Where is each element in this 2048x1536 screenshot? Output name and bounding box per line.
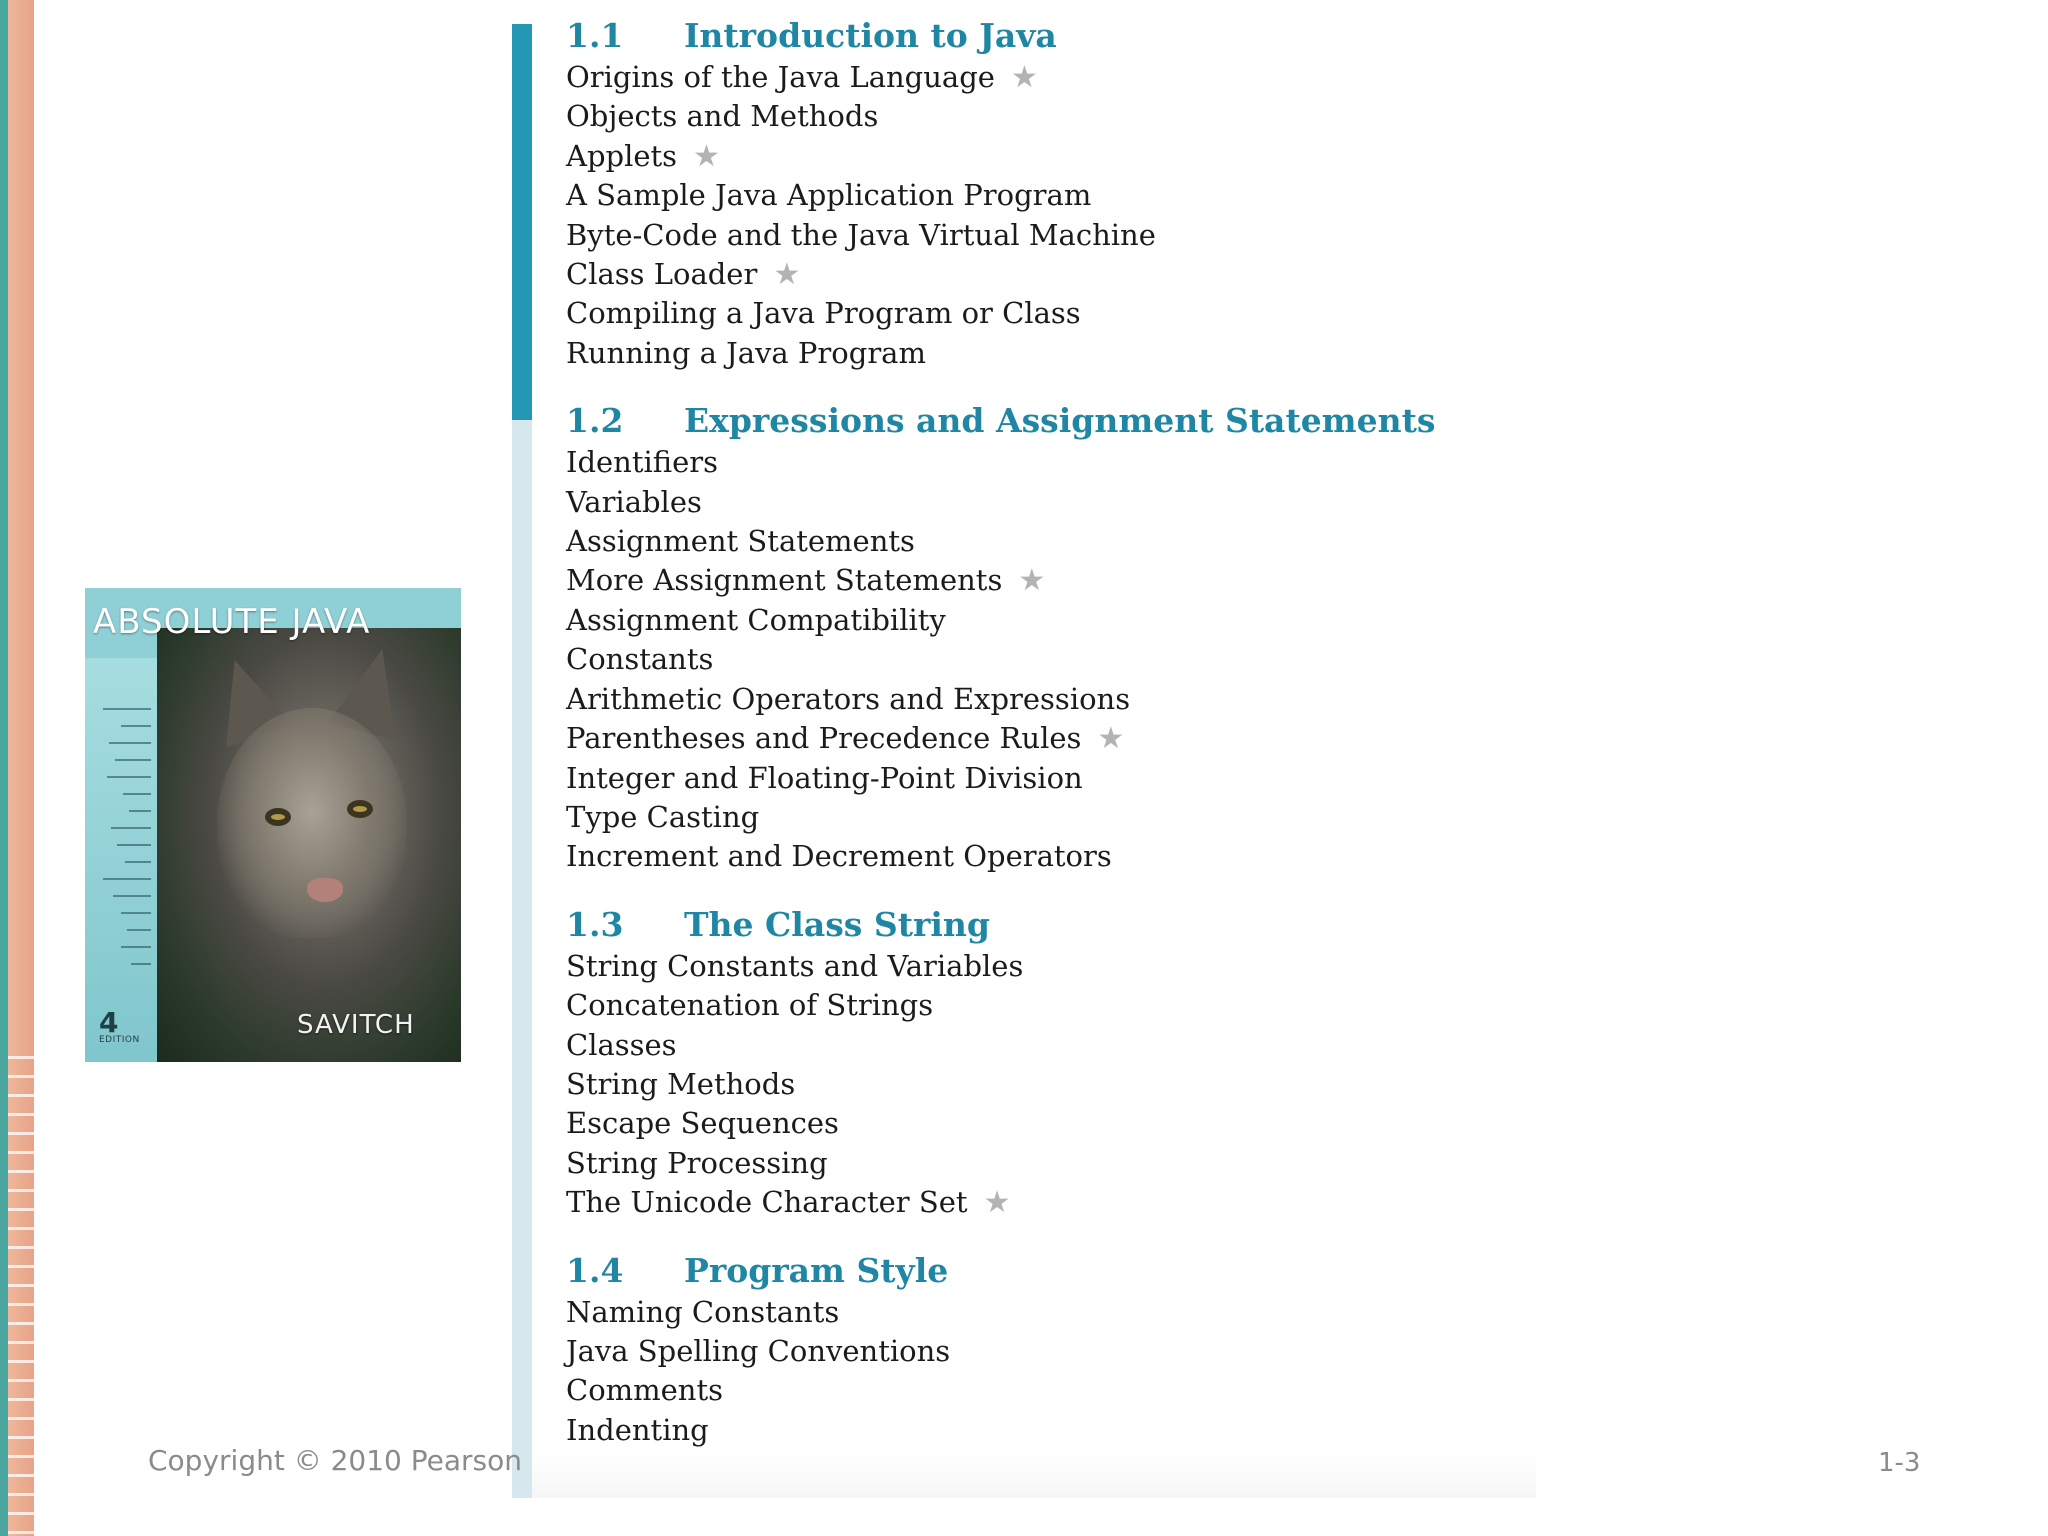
toc-item <box>566 601 1536 640</box>
section-title: Introduction to Java <box>684 16 1057 55</box>
table-of-contents <box>566 18 1536 1450</box>
toc-item-label: Java Spelling Conventions <box>566 1333 951 1368</box>
toc-item-label: Objects and Methods <box>566 99 879 134</box>
star-icon: ★ <box>1097 721 1125 757</box>
cover-edition-label: EDITION <box>99 1035 140 1045</box>
section-gap <box>566 877 1536 907</box>
toc-item-label: Origins of the Java Language <box>566 60 995 94</box>
toc-item <box>566 947 1536 986</box>
toc-item <box>566 443 1536 482</box>
toc-item-label: Escape Sequences <box>566 1106 839 1141</box>
cougar-eye-right <box>347 800 373 818</box>
toc-item-label: Applets <box>566 138 678 173</box>
toc-item <box>566 294 1536 333</box>
toc-item-label: String Processing <box>566 1145 828 1180</box>
toc-item <box>566 483 1536 522</box>
toc-item-label: Concatenation of Strings <box>566 988 934 1023</box>
toc-item <box>566 837 1536 876</box>
toc-item <box>566 176 1536 215</box>
toc-panel <box>512 8 1536 1498</box>
section-number: 1.1 <box>566 16 624 55</box>
cover-edition <box>99 1006 140 1045</box>
toc-item-label: Identifiers <box>566 445 719 480</box>
toc-item-label: Compiling a Java Program or Class <box>566 296 1081 331</box>
toc-item <box>566 719 1536 758</box>
toc-item-label: A Sample Java Application Program <box>566 178 1092 213</box>
toc-item <box>566 522 1536 561</box>
cover-author: SAVITCH <box>297 1010 415 1040</box>
toc-item-label: String Methods <box>566 1066 796 1101</box>
toc-item-label: Arithmetic Operators and Expressions <box>566 681 1131 716</box>
toc-item <box>566 216 1536 255</box>
toc-item-label: Naming Constants <box>566 1294 840 1329</box>
toc-item-label: Integer and Floating-Point Division <box>566 760 1083 795</box>
section-heading <box>566 904 1536 944</box>
toc-item <box>566 1104 1536 1143</box>
toc-section <box>566 18 1536 373</box>
toc-item-label: String Constants and Variables <box>566 948 1024 983</box>
toc-item <box>566 986 1536 1025</box>
stripe-tick-marks <box>8 1040 34 1536</box>
toc-item <box>566 1332 1536 1371</box>
section-heading <box>566 403 1536 439</box>
section-gap <box>566 373 1536 403</box>
star-icon: ★ <box>1018 563 1046 599</box>
toc-section <box>566 904 1536 1223</box>
toc-item-label: The Unicode Character Set <box>566 1185 968 1220</box>
toc-item <box>566 1371 1536 1410</box>
section-heading <box>566 1250 1536 1290</box>
section-number: 1.4 <box>566 1250 624 1290</box>
toc-item-label: Byte-Code and the Java Virtual Machine <box>566 217 1156 252</box>
cover-toc-lines <box>95 708 151 980</box>
cougar-nose <box>307 878 343 902</box>
section-number: 1.3 <box>566 904 624 944</box>
star-icon: ★ <box>1010 60 1038 95</box>
toc-item-label: More Assignment Statements <box>566 563 1003 598</box>
toc-item <box>566 1411 1536 1450</box>
toc-item <box>566 137 1536 176</box>
toc-item-label: Variables <box>566 484 702 519</box>
section-gap <box>566 1223 1536 1253</box>
toc-item-label: Comments <box>566 1373 724 1408</box>
section-heading <box>566 18 1536 54</box>
section-number: 1.2 <box>566 401 624 441</box>
toc-item <box>566 58 1536 97</box>
toc-accent-bar-light <box>512 420 532 1498</box>
toc-item <box>566 334 1536 373</box>
star-icon: ★ <box>773 257 801 293</box>
page-number: 1-3 <box>1878 1448 1921 1478</box>
toc-item <box>566 680 1536 719</box>
toc-item <box>566 1065 1536 1104</box>
toc-item <box>566 759 1536 798</box>
section-title: Program Style <box>684 1250 949 1290</box>
book-cover-image <box>85 588 461 1062</box>
toc-item-label: Type Casting <box>566 799 760 834</box>
cougar-face <box>217 708 407 938</box>
toc-section <box>566 1250 1536 1451</box>
toc-item <box>566 561 1536 600</box>
toc-item <box>566 1144 1536 1183</box>
toc-item <box>566 640 1536 679</box>
copyright-text: Copyright © 2010 Pearson <box>148 1444 523 1477</box>
stripe-teal-band <box>0 0 8 1536</box>
section-title: Expressions and Assignment Statements <box>684 401 1436 441</box>
toc-item-label: Parentheses and Precedence Rules <box>566 721 1082 756</box>
toc-item-label: Assignment Compatibility <box>566 602 946 637</box>
cover-title: ABSOLUTE JAVA <box>93 602 371 642</box>
cover-edition-number: 4 <box>99 1006 119 1039</box>
toc-item <box>566 255 1536 294</box>
toc-item-label: Indenting <box>566 1412 709 1447</box>
toc-item <box>566 97 1536 136</box>
toc-item-label: Increment and Decrement Operators <box>566 839 1112 874</box>
toc-item <box>566 1293 1536 1332</box>
cougar-eye-left <box>265 808 291 826</box>
toc-item <box>566 1026 1536 1065</box>
toc-item-label: Class Loader <box>566 257 758 292</box>
left-decorative-stripe <box>0 0 34 1536</box>
cover-cougar-photo <box>157 628 461 1062</box>
star-icon: ★ <box>693 138 720 174</box>
toc-item-label: Running a Java Program <box>566 335 926 370</box>
toc-accent-bar <box>512 24 532 420</box>
toc-item <box>566 1183 1536 1222</box>
star-icon: ★ <box>983 1185 1011 1221</box>
toc-section <box>566 403 1536 876</box>
toc-item-label: Assignment Statements <box>566 524 915 559</box>
toc-item <box>566 798 1536 837</box>
toc-item-label: Classes <box>566 1027 677 1062</box>
toc-item-label: Constants <box>566 642 714 677</box>
section-title: The Class String <box>684 904 990 944</box>
